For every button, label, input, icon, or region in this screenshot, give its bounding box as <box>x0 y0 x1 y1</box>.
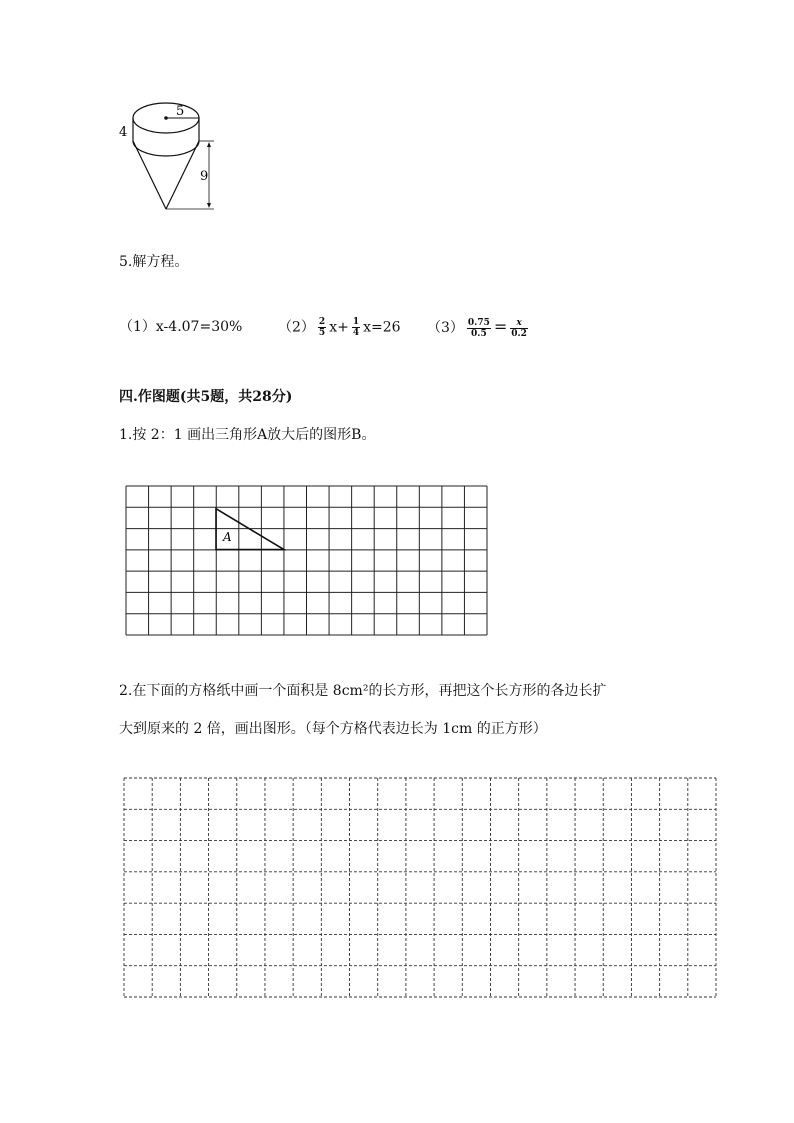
dashed-grid <box>122 776 718 999</box>
problem-1-text: 1.按 2：1 画出三角形A放大后的图形B。 <box>119 427 376 443</box>
fraction-right: $\frac{x}{0.2}$ <box>511 317 527 339</box>
height-label: 4 <box>119 125 128 140</box>
problem-2-line-2: 大到原来的 2 倍，画出图形。（每个方格代表边长为 1cm 的正方形） <box>119 721 547 737</box>
solid-grid <box>125 485 489 637</box>
section-heading: 四.作图题(共5题，共28分) <box>119 389 293 405</box>
cylinder-cone-figure <box>110 88 230 216</box>
q5-equations <box>119 317 242 337</box>
equation-1: （1）x-4.07=30% <box>119 319 243 335</box>
triangle-a-label: A <box>223 530 232 544</box>
q5-title: 5.解方程。 <box>119 254 189 270</box>
equation-2: （2） $\frac{2}{5}$ x+ $\frac{1}{4}$ x=26 <box>278 317 401 338</box>
equation-3: （3） $\frac{0.75}{0.5}$ = $\frac{x}{0.2}$ <box>427 317 527 339</box>
radius-label: 5 <box>176 104 185 119</box>
cone-height-label: 9 <box>200 169 209 184</box>
fraction-left: $\frac{0.75}{0.5}$ <box>467 317 490 339</box>
fraction-two-fifths: $\frac{2}{5}$ <box>318 317 326 338</box>
problem-2-line-1: 2.在下面的方格纸中画一个面积是 8cm²的长方形，再把这个长方形的各边长扩 <box>119 683 607 699</box>
fraction-one-quarter: $\frac{1}{4}$ <box>352 317 360 338</box>
